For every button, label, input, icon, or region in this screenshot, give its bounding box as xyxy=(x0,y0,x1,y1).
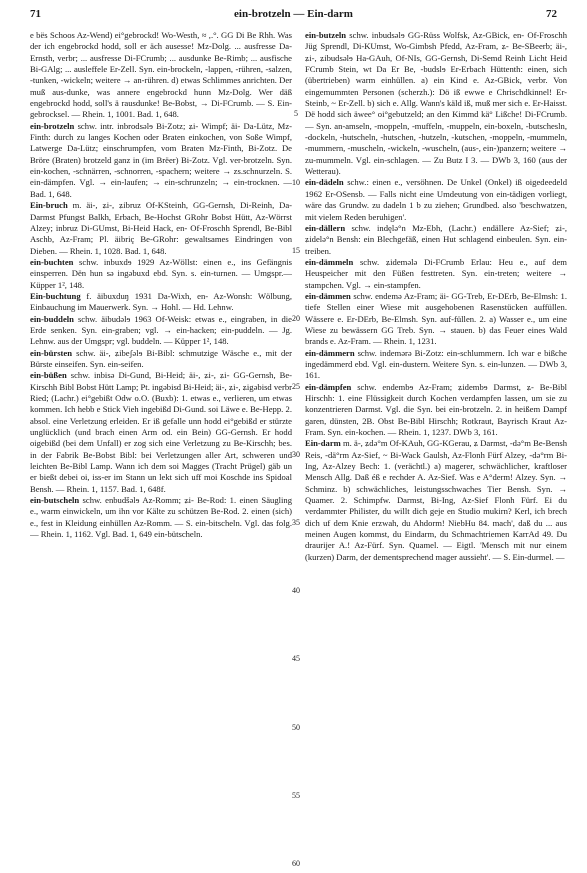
dictionary-entry xyxy=(305,382,567,439)
entry-text: schw. äi-, ʑibeʃəlɘ Bi-Bibl: schmutzige Wäsche e., mit der Bürste einseifen. Syn. ein-seifen. xyxy=(30,347,292,369)
entry-headword: ein-butscheln xyxy=(30,495,80,506)
line-number: 15 xyxy=(292,246,300,255)
dictionary-entry xyxy=(305,291,567,348)
entry-text: schw. äibudəlɘ 1963 Of-Weisk: etwas e., eingraben, in die Erde senken. Syn. ein-graben; vgl. → ein-hacken; ein-puddeln. — Jg. Lehnw. aus der Umgspr; vgl. buddeln. — Küpper 1², 148. xyxy=(30,313,292,347)
line-number: 50 xyxy=(292,723,300,732)
entry-text: schw. inbudsəlɘ GG-Rüss Wolfsk, Az-GBick, en- Of-Froschh Jüg Sprendl, Di-KUmst, Wo-Gimbsh Pfedd, Az-Fram, ʑ- Be-SBeerb; äi-, ʑi-, ʑibudsəlɘ Ha-GAuh, Of-NIs, GG-Gernsh, Di-Semd Reinh Licht Heid FCrumb Stein, wt Da Er Be, -budslɘ Er-Erbach Hüttenth: einen, sich (übertrieben) warm einhüllen. a) ein Kind e. Az-GBick, verbr. Von eingemummten Personen (scherzh.): Dö iß ewwe e Chrischdkinnel! Er-Steinb, ~ Er-Zell. b) sich e. Allg. Wann's käld iß, muß mer sich e. Er-Haisst. Dë hodd sich äwee° oi°gebutzeld; an den Kimmd kä° Lißche! Di-FCrumb. — Syn. an-amseln, -moppeln, -muffeln, -muppeln, ein-boxeln, -butschesln, -dockeln, -hutscheln, -hutschen, -hutzeln, -kutschen, -moppeln, -mummeln, -mummern, -muscheln, -wickeln, -wuscheln, (aus-, ein-)panzern; weitere → zu-mummeln. Vgl. ein-schlagen. — Zu Butz I 3. — DWb 3, 160 (aus der Wetterau). xyxy=(305,30,567,177)
dictionary-entry xyxy=(30,121,292,200)
dictionary-entry xyxy=(30,30,292,121)
page-header xyxy=(30,8,557,24)
line-number: 55 xyxy=(292,791,300,800)
dictionary-entry xyxy=(30,348,292,371)
entry-headword: ein-dämmern xyxy=(305,347,355,358)
entry-text: e bës Schoos Az-Wend) ei°gebrockd! Wo-Westh, ≈ ,.°. GG Di Be Rhh. Was der ich engebrockd hodd, soll er äch ausesse! Mz-Dolg. ... ausfresse Da-Ernsth, verbr; ... ausfresse Di-FCrumb; ... ausdunke Be-Rimb; ... ausfische Bi-GAlg; ... ausleffele Er-Zell. Syn. ein-brockeln, -lappen, -rühren, -salzen, -tunken, -wickeln; weitere → an-rühren. d) etwas Schlimmes anrichten. Der muß aus-dunke, was annere engebrockd hunn Mz-Dolg. Wer däß engebrockd hodd, soll's ä rausdunke! Be-Bobst, → Di-FCrumb. — S. Ein-gebrocksel. — Rhein. 1, 1001. Bad. 1, 648. xyxy=(30,30,292,120)
dictionary-entry xyxy=(30,314,292,348)
line-number: 60 xyxy=(292,859,300,868)
dictionary-entry xyxy=(305,177,567,222)
entry-headword: ein-dämmen xyxy=(305,290,351,301)
line-number: 10 xyxy=(292,178,300,187)
entry-headword: ein-buchten xyxy=(30,256,74,267)
entry-text: m. äi-, ʑi-, ʑibruz Of-KSteinh, GG-Gernsh, Di-Reinh, Da-Darmst Pfungst Balkh, Erbach, Be-Hochst GRohr Bobst Hütt, Az-Wörrst Alzey; inbruz Di-GUmst, Bi-Heid Hack, en- Of-Froschh Sprendl, Be-Bibl Aschb, Az-Fram; Pl. äibriç Be-GRohr: gewaltsames Eindringen von Dieben. — Rhein. 1, 1028. Bad. 1, 648. xyxy=(30,200,292,256)
dictionary-entry xyxy=(30,257,292,291)
left-column xyxy=(30,30,292,866)
right-column xyxy=(305,30,567,866)
entry-headword: Ein-darm xyxy=(305,438,341,449)
entry-headword: ein-buddeln xyxy=(30,313,74,324)
entry-text: schw.: einen e., versöhnen. De Unkel (Onkel) iß oigedeedeld 1962 Er-OSensb. — Falls nicht eine Umdeutung von ein-tädigen vorliegt, wäre das Grundw. zu dadeln 1 b zu ziehen; Grundbed. also 'beschwatzen, mit vielem Reden beruhigen'. xyxy=(305,177,567,222)
dictionary-entry xyxy=(305,348,567,382)
entry-text: f. äibuxduŋ 1931 Da-Wixh, en- Az-Wonsh: Wölbung, Einbauchung im Mauerwerk. Syn. → Hohl. — Hd. Lehnw. xyxy=(30,290,292,313)
entry-headword: ein-butzeln xyxy=(305,30,347,40)
dictionary-entry xyxy=(305,223,567,257)
entry-headword: Ein-buchtung xyxy=(30,290,81,301)
entry-text: schw. inbuxdɘ 1929 Az-Wöllst: einen e., ins Gefängnis einsperren. Dën hun sə ingəbuxd ebd. Syn. s. ein-turnen. — Umgspr.— Küpper 1², 148. xyxy=(30,256,292,290)
entry-headword: ein-büßen xyxy=(30,370,67,381)
line-number: 40 xyxy=(292,586,300,595)
line-number: 5 xyxy=(294,109,298,118)
entry-headword: ein-dällern xyxy=(305,222,346,233)
dictionary-entry xyxy=(30,200,292,257)
entry-text: schw. ʑidemələ Di-FCrumb Erlau: Heu e., auf dem Heuspeicher mit den Füßen festtreten. Syn. ein-treten; weitere → stampchen. Vgl. → ein-stampfen. xyxy=(305,256,567,290)
entry-text: schw. indęlə°n Mz-Ebh, (Lachr.) endällere Az-Sief; ʑi-, ʑidelə°n Bensh: ein Blechgefäß, einen Hut schlagend einbeulen. Syn. ein-treiben. xyxy=(305,222,567,256)
line-number: 25 xyxy=(292,382,300,391)
entry-headword: ein-bürsten xyxy=(30,347,73,358)
line-number: 35 xyxy=(292,518,300,527)
entry-headword: ein-brotzeln xyxy=(30,120,75,131)
entry-headword: ein-dädeln xyxy=(305,177,344,188)
dictionary-entry xyxy=(305,257,567,291)
dictionary-entry xyxy=(305,30,567,177)
running-title: ein-brotzeln — Ein-darm xyxy=(234,8,353,20)
line-number: 20 xyxy=(292,314,300,323)
entry-text: schw. endemə Az-Fram; äi- GG-Treb, Er-DErb, Be-Elmsh: 1. tiefe Stellen einer Wiese mit ausgehobenen Rasenstücken auffüllen. Wässere e. Er-DErb, Be-Elmsh. Syn. auf-füllen. 2. a) Wasser e., um eine Wiese zu bewässern GG Treb. Syn. → stauen. b) das Feuer eines Wald brands e. Az-Fram. — Rhein. 1, 1231. xyxy=(305,290,567,347)
entry-text: schw. inbisə Di-Gund, Bi-Heid; äi-, ʑi-, ʑi- GG-Gernsh, Be-Kirschh Bibl Bobst Hütt Lamp; Pt. ingəbisd Bi-Heid; äi-, ʑi-, ʑigəbisd verbr Ried; (Lachr.) ei°gebißt Odw o.O. (Buxb): 1. etwas e., verlieren, um etwas kommen. Ich hebb e Stick Vieh ingebißd Di-Gund. soi Läwe e. Be-Hepp. 2. absol. eine Verletzung erleiden. Er iß gefalle unn hodd ei°gebißd er stürzte unglücklich (und brach einen Arm od. ein Bein) GG-Gernsh. Er hodd oigebißd (bei dem Unfall) er zog sich eine Verletzung zu Be-Kirschh; bes. in der Fabrik Be-Bobst Bibl: bei Verletzungen aller Art, schweren und leichten Be-Bibl Lamp. Wann ich dem soi Magges (Tracht Prügel) gäb un er bießt debei oi, iss-er im Stann un lekt sich uff moi Koschde ins Spidoal Bensh. — Rhein. 1, 1157. Bad. 1, 648f. xyxy=(30,370,292,494)
entry-text: schw. intr. inbrodsəlɘ Bi-Zotz; ʑi- Wimpf; äi- Da-Lütz, Mz-Finth: durch zu langes Kochen oder Braten einkochen, von Soße Wimpf, Latwerge Da-Lütz; einschrumpfen, vom Braten Mz-Finth, Bi-Zotz. De Bröre (Braten) brotzeld ganz in (im Brëer) Bi-Zotz. Vgl. ver-brotzeln. Syn. ein-kochen, -schnärren, -schnorren, -spachern; weitere → zs.schnurzeln. S. ein-dämpfen. Vgl. → ein-laufen; → ein-schrunzeln; → ein-trocknen. — Bad. 1, 648. xyxy=(30,120,292,199)
page-number-right: 72 xyxy=(546,8,557,20)
entry-text: schw. enbudšəlɘ Az-Romm; ʑi- Be-Rod: 1. einen Säugling e., warm einwickeln, um ihn vor Kälte zu schützen Be-Rod. 2. einen (sich) e., fest in Kleidung einhüllen Az-Romm. — S. ein-bitscheln. Vgl. das folg. — Rhein. 1, 1162. Vgl. Bad. 1, 649 ein-bütscheln. xyxy=(30,495,292,540)
dictionary-entry xyxy=(30,291,292,314)
entry-text: schw. endembɘ Az-Fram; ʑidembɘ Darmst, ʑ- Be-Bibl Hirschh: 1. eine Flüssigkeit durch Kochen verdampfen lassen, um sie zu konzentrieren Darmst. Vgl. die Syn. bei ein-brotzeln. 2. in heißem Dampf garen, dünsten, 2B. Obst Be-Bibl Hirschh; Rotkraut, Bayrisch Kraut Az-Fram. Syn. ein-kochen. — Rhein. 1, 1237. DWb 3, 161. xyxy=(305,381,567,438)
entry-headword: Ein-bruch xyxy=(30,200,68,211)
entry-headword: ein-dämmeln xyxy=(305,256,354,267)
entry-text: m. ä-, ʑdə°m Of-KAuh, GG-KGerau, ʑ Darmst, -də°m Be-Bensh Reis, -dä°rm Az-Sief, ~ Bi-Wack Gaulsh, Az-Flonh Fürf Alzey, -də°rm Bi-Ing, Az-Alzey Bech: 1. (verächtl.) a) magerer, schwächlicher, kraftloser Mensch Allg. Daß éß e rechder A. Az-Sief. Was e A°derm! Alzey. Syn. → Schminz. b) schwächliches, leistungsschwaches Tier Bensh. Syn. → Quamer. 2. Schimpfw. Darmst, Bi-Ing, Az-Sief Flonh Fürf. Ei du verdammter Philister, du willt dich geje en Studio mukirn? Kerl, ich brech dich uf dem Knie erzwah, du Ahdorm! NiebHu 84. mach', daß du ... aus meinen Augen kommst, du Eindarm, du Schmachtriemen KarrAd 49. Du draurijer A.! Az-Fürf. Syn. Quamel. — Eigtl. 'Mensch mit nur einem (kurzen) Darm, der dementsprechend mager aussieht'. — S. Ein-durmel. — xyxy=(305,438,567,562)
dictionary-entry xyxy=(305,438,567,563)
entry-headword: ein-dämpfen xyxy=(305,381,352,392)
line-number: 45 xyxy=(292,654,300,663)
dictionary-entry xyxy=(30,370,292,495)
line-number: 30 xyxy=(292,450,300,459)
line-number-gutter xyxy=(287,30,305,866)
page-number-left: 71 xyxy=(30,8,41,20)
entry-text: schw. indemərə Bi-Zotz: ein-schlummern. Ich war e bißche ingedämmerd ebd. Vgl. ein-dustern. Weitere Syn. s. ein-lunzen. — DWb 3, 161. xyxy=(305,347,567,381)
dictionary-entry xyxy=(30,495,292,540)
